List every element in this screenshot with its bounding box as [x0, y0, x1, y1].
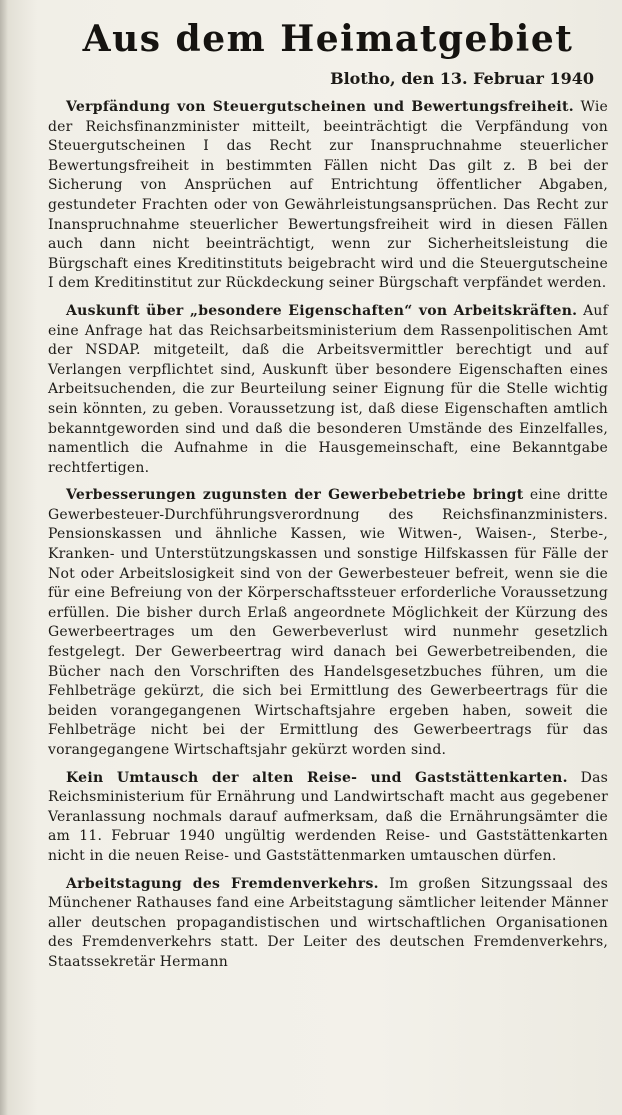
- article-body: Im großen Sitzungssaal des Münchener Rathauses fand eine Arbeitstagung sämtlicher leitender Männer aller deutschen propagandistischen und wirtschaftlichen Organisationen des Fremdenverkehrs statt. Der Leiter des deutschen Fremdenverkehrs, Staatssekretär Hermann: [48, 875, 608, 970]
- article-auskunft-arbeitskraefte: [48, 302, 608, 478]
- dateline-date: den 13. Februar 1940: [401, 69, 594, 88]
- article-gewerbebetriebe: [48, 486, 608, 760]
- article-body: Das Reichsministerium für Ernährung und Landwirtschaft macht aus gegebener Veranlassung nochmals darauf aufmerksam, daß die Ernährungsämter die am 11. Februar 1940 ungültig werdenden Reise- und Gaststättenkarten nicht in die neuen Reise- und Gaststättenmarken umtauschen dürfen.: [48, 769, 608, 864]
- page-edge-shadow: [0, 0, 8, 1115]
- dateline: [48, 68, 594, 90]
- article-body: Wie der Reichsfinanzminister mitteilt, beeinträchtigt die Verpfändung von Steuergutscheinen I das Recht zur Inanspruchnahme steuerlicher Bewertungsfreiheit in bestimmten Fällen nicht Das gilt z. B bei der Sicherung von Ansprüchen auf Entrichtung öffentlicher Abgaben, gestundeter Frachten oder von Gewährleistungsansprüchen. Das Recht zur Inanspruchnahme steuerlicher Bewertungsfreiheit wird in diesen Fällen auch dann nicht beeinträchtigt, wenn zur Sicherheitsleistung die Bürgschaft eines Kreditinstituts beigebracht wird und die Steuergutscheine I dem Kreditinstitut zur Rückdeckung seiner Bürgschaft verpfändet werden.: [48, 99, 608, 292]
- article-lead: Kein Umtausch der alten Reise- und Gaststättenkarten.: [66, 769, 568, 786]
- article-gaststaettenkarten: [48, 769, 608, 867]
- news-column: [48, 16, 608, 981]
- article-fremdenverkehr: [48, 875, 608, 973]
- article-lead: Auskunft über „besondere Eigenschaften“ von Arbeitskräften.: [66, 302, 578, 319]
- section-headline: Aus dem Heimatgebiet: [82, 18, 574, 60]
- article-lead: Arbeitstagung des Fremdenverkehrs.: [66, 875, 379, 892]
- article-body: eine dritte Gewerbesteuer-Durchführungsverordnung des Reichsfinanzministers. Pensionskassen und ähnliche Kassen, wie Witwen-, Waisen-, Sterbe-, Kranken- und Unterstützungskassen und sonstige Hilfskassen für Fälle der Not oder Arbeitslosigkeit sind von der Gewerbesteuer befreit, wenn sie die für eine Befreiung von der Körperschaftssteuer erforderliche Voraussetzung erfüllen. Die bisher durch Erlaß angeordnete Möglichkeit der Kürzung des Gewerbeertrages um den Gewerbeverlust wird nunmehr gesetzlich festgelegt. Der Gewerbeertrag wird danach bei Gewerbetreibenden, die Bücher nach den Vorschriften des Handelsgesetzbuches führen, um die Fehlbeträge gekürzt, die sich bei Ermittlung des Gewerbeertrags für die beiden vorangegangenen Wirtschaftsjahre ergeben haben, soweit die Fehlbeträge nicht bei der Ermittlung des Gewerbeertrags für das vorangegangene Wirtschaftsjahr gekürzt worden sind.: [48, 487, 608, 758]
- article-steuergutscheine: [48, 98, 608, 294]
- article-body: Auf eine Anfrage hat das Reichsarbeitsministerium dem Rassenpolitischen Amt der NSDAP. mitgeteilt, daß die Arbeitsvermittler berechtigt und auf Verlangen verpflichtet sind, Auskunft über besondere Eigenschaften eines Arbeitsuchenden, die zur Beurteilung seiner Eignung für die Stelle wichtig sein könnten, zu geben. Voraussetzung ist, daß diese Eigenschaften amtlich bekanntgeworden sind und daß die besonderen Umstände des Einzelfalles, namentlich die Aufnahme in die Hausgemeinschaft, eine Bekanntgabe rechtfertigen.: [48, 302, 609, 476]
- article-lead: Verpfändung von Steuergutscheinen und Bewertungsfreiheit.: [66, 99, 574, 115]
- article-lead: Verbesserungen zugunsten der Gewerbebetriebe bringt: [66, 487, 524, 504]
- dateline-place: Blotho,: [330, 69, 396, 88]
